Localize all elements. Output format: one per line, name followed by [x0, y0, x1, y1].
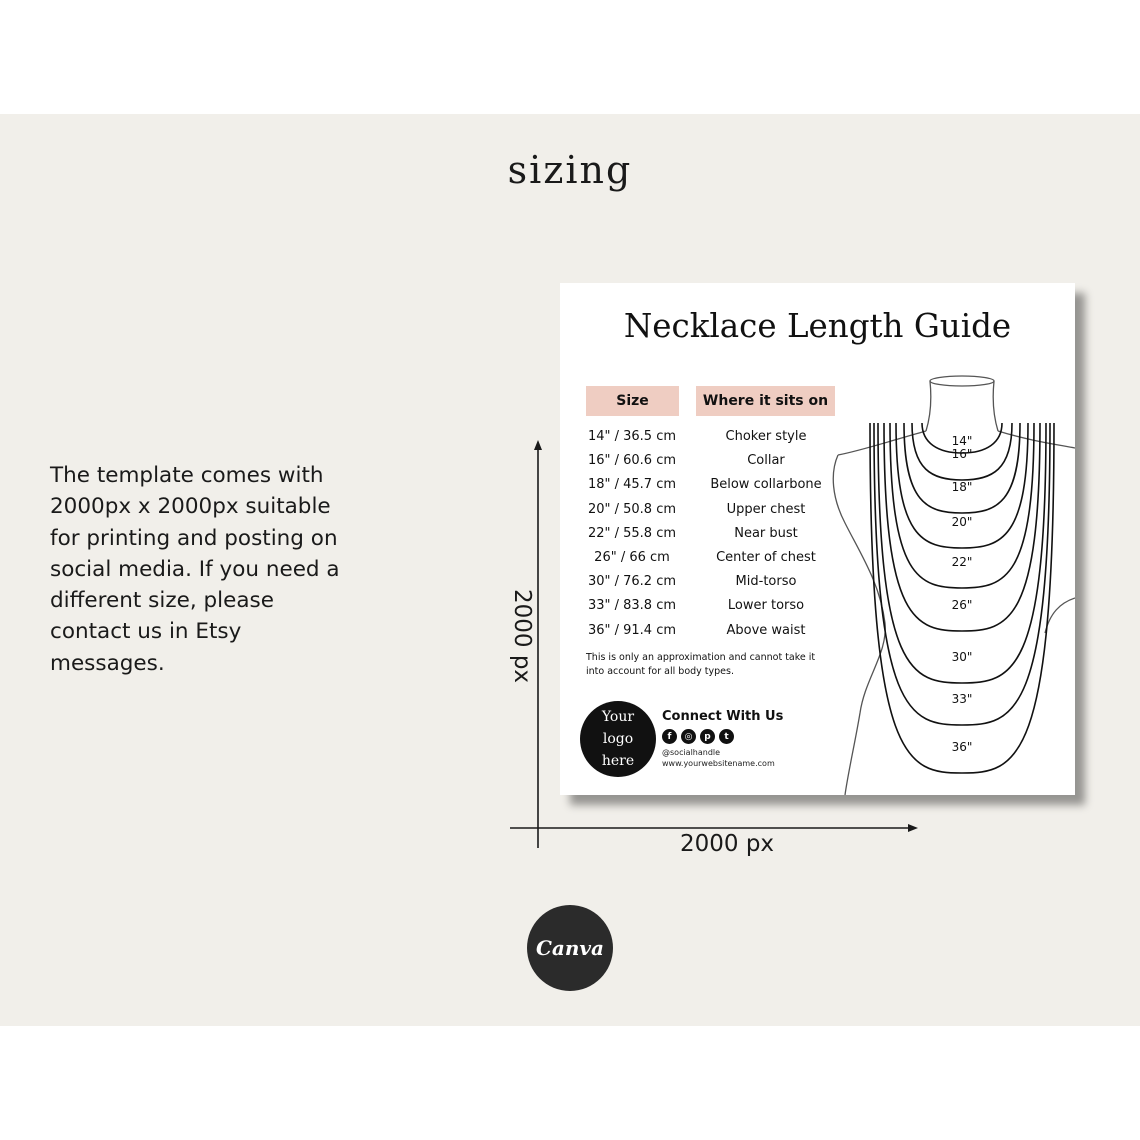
pinterest-icon[interactable]: p [700, 729, 715, 744]
necklace-length-label: 14" [951, 434, 973, 448]
necklace-length-label: 22" [951, 555, 973, 569]
connect-heading: Connect With Us [662, 709, 784, 724]
necklace-length-label: 30" [951, 650, 973, 664]
card-title: Necklace Length Guide [623, 307, 1012, 345]
vertical-dimension-label: 2000 px [509, 588, 535, 684]
necklace-length-label: 20" [951, 515, 973, 529]
necklace-length-label: 18" [951, 480, 973, 494]
necklace-guide-card [560, 283, 1075, 795]
where-column-header: Where it sits on [696, 386, 835, 416]
necklace-length-label: 26" [951, 598, 973, 612]
logo-placeholder: Your logo here [580, 701, 656, 777]
table-row: 18" / 45.7 cm Below collarbone [587, 477, 822, 493]
necklace-chain-7 [878, 423, 1046, 683]
table-row: 20" / 50.8 cm Upper chest [587, 501, 806, 517]
canva-logo: Canva [527, 905, 613, 991]
approximation-note: This is only an approximation and cannot take it into account for all body types. [586, 652, 816, 677]
necklace-length-label: 36" [951, 740, 973, 754]
necklace-length-label: 33" [951, 692, 973, 706]
social-handle: @socialhandle [662, 748, 721, 757]
bust-illustration [560, 283, 1075, 795]
table-row: 16" / 60.6 cm Collar [587, 453, 785, 469]
table-row: 30" / 76.2 cm Mid-torso [587, 574, 797, 590]
arrow-up-icon [534, 440, 542, 450]
necklace-length-labels [952, 434, 973, 754]
table-row: 14" / 36.5 cm Choker style [587, 429, 807, 444]
table-row: 22" / 55.8 cm Near bust [587, 525, 798, 541]
instagram-icon[interactable]: ◎ [681, 729, 696, 744]
table-row: 33" / 83.8 cm Lower torso [587, 598, 805, 614]
size-column-header: Size [586, 386, 679, 416]
table-row: 36" / 91.4 cm Above waist [587, 622, 806, 638]
template-description: The template comes with 2000px x 2000px suitable for printing and posting on social media. If you need a different size, please contact us in Etsy messages. [50, 463, 340, 676]
facebook-icon[interactable]: f [662, 729, 677, 744]
table-row: 26" / 66 cm Center of chest [594, 550, 816, 565]
page-heading: sizing [507, 148, 633, 192]
arrow-right-icon [908, 824, 918, 832]
website-link[interactable]: www.yourwebsitename.com [662, 758, 775, 768]
necklace-length-label: 16" [951, 447, 973, 461]
horizontal-dimension-label: 2000 px [679, 831, 775, 857]
twitter-icon[interactable]: t [719, 729, 734, 744]
necklace-chain-8 [874, 423, 1050, 725]
